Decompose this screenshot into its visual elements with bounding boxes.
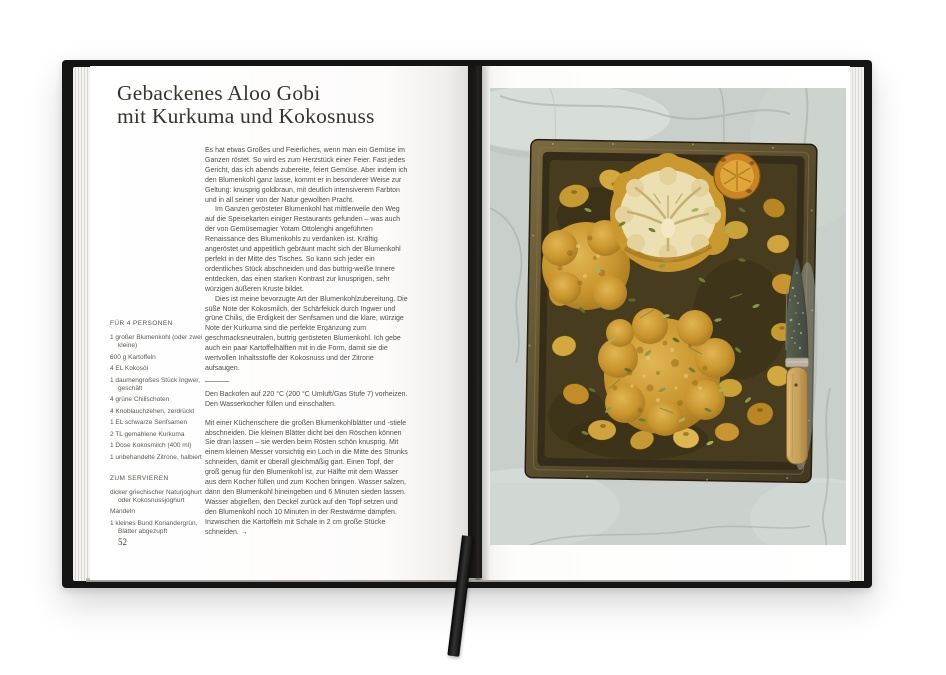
intro-paragraph: Im Ganzen gerösteter Blumenkohl hat mittlerweile den Weg auf die Speisekarten einiger Restaurants gefunden – was auch der von Gemüsemagier Yotam Ottolenghi angeführten Renaissance des Blumenkohls zu verdanken ist. Kräftig angeröstet und appetitlich gebräunt macht sich der Blumenkohl perfekt in der Mitte des Tisches. So kann sich jeder ein ordentliches Stück abschneiden und das buttrig-weiße Innere entdecken, das einen starken Kontrast zur knusprigen, sehr würzigen äußeren Kruste bildet. [205, 206, 401, 293]
left-page [90, 66, 468, 580]
ingredient-item: 1 großer Blumenkohl (oder zwei kleine) [110, 334, 203, 349]
ingredient-item: 1 EL schwarze Senfsamen [110, 419, 188, 426]
recipe-title-line2: mit Kurkuma und Kokosnuss [117, 104, 375, 128]
right-page [482, 66, 850, 580]
serve-item: 1 kleines Bund Koriandergrün, Blätter abgezupft [110, 519, 198, 535]
serve-item: dicker griechischer Naturjoghurt oder Kokosnussjoghurt [110, 488, 202, 504]
serves-header: FÜR 4 PERSONEN [110, 320, 173, 327]
recipe-intro [205, 146, 409, 374]
ingredient-item: 2 TL gemahlene Kurkuma [110, 430, 185, 438]
instruction-paragraph: Den Backofen auf 220 °C (200 °C Umluft/Gas Stufe 7) vorheizen. Den Wasserkocher füllen und einschalten. [205, 390, 408, 408]
lemon-half [714, 153, 760, 199]
recipe-text-column [205, 146, 409, 547]
intro-paragraph: Es hat etwas Großes und Feierliches, wenn man ein Gemüse im Ganzen röstet. So wird es zum Herzstück einer Feier. Fast jedes Gericht, das ich abends zubereite, feiert Gemüse. Aber indem ich den Blumenkohl ganz lasse, kommt er in besonderer Weise zur Geltung: knusprig goldbraun, mit deutlich intensiverem Farbton und in all seiner von der Natur gewollten Pracht. [205, 147, 408, 204]
ingredient-item: 4 grüne Chilischoten [110, 396, 170, 403]
ingredients-list [110, 334, 212, 462]
food-photo [490, 88, 846, 545]
book-gutter [466, 66, 490, 580]
right-page-edges [850, 67, 864, 581]
intro-paragraph: Dies ist meine bevorzugte Art der Blumenkohlzubereitung. Die süße Note der Kokosmilch, der Schärfekick durch Ingwer und grüne Chilis, die Erdigkeit der Senfsamen und die klare, würzige Note der Kurkuma sind die perfekte Ergänzung zum geschmacksneutralen, buttrig gerösteten Blumenkohl. Ich gebe auch ein paar Kartoffelhälften mit in die Form, damit sie die wertvollen Inhaltsstoffe der Kokosnuss und der Zitrone aufsaugen. [205, 295, 408, 372]
ingredients-column [110, 320, 212, 539]
ingredient-item: 1 Dose Kokosmilch (400 ml) [110, 442, 192, 449]
section-divider [205, 381, 229, 382]
ingredient-item: 1 unbehandelte Zitrone, halbiert [110, 453, 202, 461]
instruction-paragraph: Mit einer Küchenschere die großen Blumenkohlblätter und -stiele abschneiden. Die kleinen Blätter dicht bei den Röschen können Sie dran lassen – sie werden beim Rösten schön knusprig. Mit einem kleinen Messer vorsichtig ein Loch in die Mitte des Strunks schneiden, damit er überall gleichmäßig gart. Einen Topf, der groß genug für den Blumenkohl ist, zur Hälfte mit dem Wasser aus dem Kocher füllen und zum Kochen bringen. Wasser salzen, dann den Blumenkohl hineingeben und 6 Minuten sieden lassen. Wasser abgießen, den Deckel zurück auf den Topf setzen und den Blumenkohl noch 10 Minuten in der Restwärme dämpfen. Inzwischen die Kartoffeln mit Schale in 2 cm große Stücke schneiden. → [205, 419, 408, 536]
serve-list [110, 489, 212, 536]
serve-header: ZUM SERVIEREN [110, 474, 169, 482]
ingredient-item: 4 EL Kokosöl [110, 365, 149, 372]
ingredient-item: 600 g Kartoffeln [110, 353, 156, 361]
ingredient-item: 1 daumengroßes Stück Ingwer, geschält [110, 376, 200, 392]
recipe-title [117, 82, 375, 128]
recipe-instructions [205, 390, 409, 538]
serve-item: Mandeln [110, 508, 135, 515]
ingredient-item: 4 Knoblauchzehen, zerdrückt [110, 407, 195, 415]
page-number: 52 [118, 537, 127, 547]
cookbook-spread [62, 60, 872, 588]
recipe-title-line1: Gebackenes Aloo Gobi [117, 81, 321, 105]
